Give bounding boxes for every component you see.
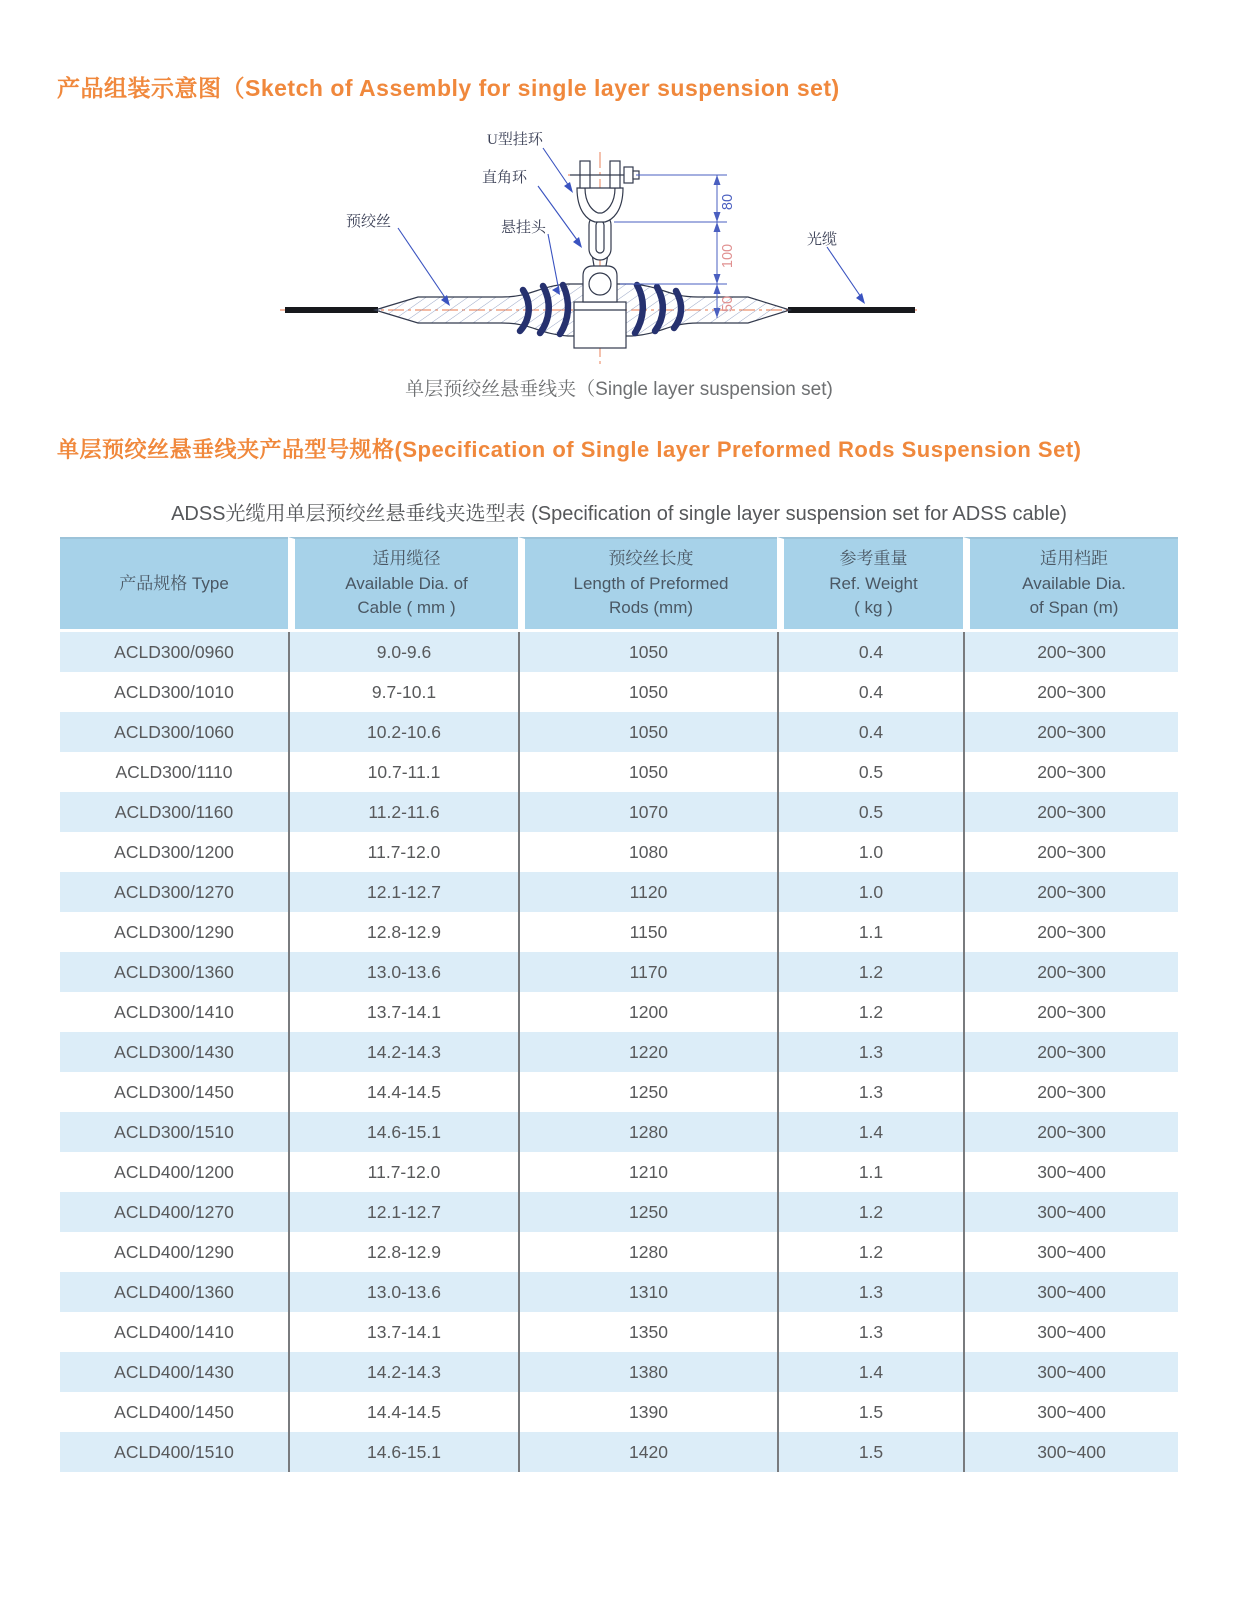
- table-cell: 14.2-14.3: [288, 1032, 518, 1072]
- table-cell: 300~400: [963, 1352, 1178, 1392]
- table-cell: ACLD400/1430: [60, 1352, 288, 1392]
- dim-arrowhead: [714, 222, 721, 232]
- table-cell: 1.5: [777, 1432, 963, 1472]
- table-cell: 1050: [518, 672, 777, 712]
- leader-suspension-head: [548, 234, 559, 291]
- table-cell: 1.0: [777, 832, 963, 872]
- assembly-diagram: [280, 116, 920, 371]
- table-row: [60, 792, 1178, 832]
- table-cell: 11.2-11.6: [288, 792, 518, 832]
- table-cell: ACLD400/1360: [60, 1272, 288, 1312]
- label-optical-cable: 光缆: [807, 232, 838, 248]
- table-row: [60, 992, 1178, 1032]
- shackle-bow: [577, 188, 623, 222]
- table-cell: ACLD300/1510: [60, 1112, 288, 1152]
- table-row: [60, 752, 1178, 792]
- table-cell: 0.4: [777, 712, 963, 752]
- table-cell: 300~400: [963, 1232, 1178, 1272]
- table-cell: 200~300: [963, 1112, 1178, 1152]
- table-cell: 200~300: [963, 832, 1178, 872]
- table-cell: 1.3: [777, 1272, 963, 1312]
- table-cell: 1280: [518, 1112, 777, 1152]
- table-cell: 200~300: [963, 672, 1178, 712]
- table-row: [60, 912, 1178, 952]
- table-row: [60, 1112, 1178, 1152]
- table-cell: 200~300: [963, 992, 1178, 1032]
- table-cell: 12.8-12.9: [288, 1232, 518, 1272]
- table-cell: 13.7-14.1: [288, 1312, 518, 1352]
- table-cell: 11.7-12.0: [288, 1152, 518, 1192]
- table-cell: 1250: [518, 1072, 777, 1112]
- bolt-head: [624, 167, 633, 183]
- table-cell: ACLD300/0960: [60, 632, 288, 672]
- table-cell: ACLD300/1060: [60, 712, 288, 752]
- table-cell: 1390: [518, 1392, 777, 1432]
- table-cell: 0.4: [777, 672, 963, 712]
- table-cell: 200~300: [963, 752, 1178, 792]
- table-cell: 1200: [518, 992, 777, 1032]
- dim-value-100: 100: [720, 243, 736, 269]
- table-cell: 14.6-15.1: [288, 1432, 518, 1472]
- table-cell: 300~400: [963, 1152, 1178, 1192]
- eye-hole: [589, 273, 611, 295]
- table-cell: 300~400: [963, 1392, 1178, 1432]
- table-cell: 1.1: [777, 1152, 963, 1192]
- table-cell: ACLD300/1360: [60, 952, 288, 992]
- table-cell: 13.0-13.6: [288, 1272, 518, 1312]
- table-cell: 12.8-12.9: [288, 912, 518, 952]
- table-cell: 1.4: [777, 1112, 963, 1152]
- table-subtitle: ADSS光缆用单层预绞丝悬垂线夹选型表 (Specification of single layer suspension set for ADSS cable): [171, 503, 1067, 525]
- table-cell: 9.7-10.1: [288, 672, 518, 712]
- table-row: [60, 1232, 1178, 1272]
- table-row: [60, 1032, 1178, 1072]
- table-cell: ACLD400/1270: [60, 1192, 288, 1232]
- table-cell: 200~300: [963, 1072, 1178, 1112]
- table-cell: ACLD400/1410: [60, 1312, 288, 1352]
- table-cell: 10.7-11.1: [288, 752, 518, 792]
- table-row: [60, 1272, 1178, 1312]
- table-cell: 0.5: [777, 752, 963, 792]
- section-title: 单层预绞丝悬垂线夹产品型号规格(Specification of Single layer Preformed Rods Suspension Set): [57, 437, 1082, 462]
- spec-table: [60, 537, 1178, 1472]
- table-row: [60, 1152, 1178, 1192]
- table-cell: ACLD300/1010: [60, 672, 288, 712]
- table-cell: 1070: [518, 792, 777, 832]
- column-header: 预绞丝长度 Length of Preformed Rods (mm): [518, 537, 777, 632]
- leader-preformed-rods: [398, 228, 448, 302]
- table-row: [60, 672, 1178, 712]
- table-cell: 1170: [518, 952, 777, 992]
- dim-arrowhead: [714, 284, 721, 294]
- table-row: [60, 632, 1178, 672]
- leader-u-shackle: [543, 148, 571, 189]
- dim-value-50: 50: [720, 295, 736, 313]
- table-cell: 200~300: [963, 912, 1178, 952]
- table-cell: 1050: [518, 712, 777, 752]
- table-cell: 14.4-14.5: [288, 1392, 518, 1432]
- table-cell: 1.4: [777, 1352, 963, 1392]
- table-cell: 1.2: [777, 952, 963, 992]
- table-cell: 300~400: [963, 1272, 1178, 1312]
- table-cell: 1.3: [777, 1312, 963, 1352]
- table-row: [60, 1432, 1178, 1472]
- table-cell: 300~400: [963, 1192, 1178, 1232]
- table-cell: 300~400: [963, 1432, 1178, 1472]
- table-cell: ACLD400/1510: [60, 1432, 288, 1472]
- table-cell: 1210: [518, 1152, 777, 1192]
- table-cell: 13.0-13.6: [288, 952, 518, 992]
- table-cell: 1.1: [777, 912, 963, 952]
- table-cell: ACLD400/1450: [60, 1392, 288, 1432]
- column-header: 产品规格 Type: [60, 537, 288, 632]
- table-cell: 1380: [518, 1352, 777, 1392]
- table-cell: ACLD300/1110: [60, 752, 288, 792]
- table-cell: 1050: [518, 752, 777, 792]
- table-cell: 200~300: [963, 872, 1178, 912]
- table-cell: 1420: [518, 1432, 777, 1472]
- table-row: [60, 1072, 1178, 1112]
- table-cell: 0.5: [777, 792, 963, 832]
- table-cell: ACLD300/1270: [60, 872, 288, 912]
- table-cell: ACLD300/1430: [60, 1032, 288, 1072]
- table-row: [60, 1352, 1178, 1392]
- label-preformed-rods: 预绞丝: [346, 214, 392, 230]
- leader-optical-cable: [827, 247, 863, 300]
- table-cell: 14.2-14.3: [288, 1352, 518, 1392]
- table-row: [60, 952, 1178, 992]
- label-suspension-head: 悬挂头: [501, 220, 547, 236]
- table-cell: 0.4: [777, 632, 963, 672]
- table-cell: 1.3: [777, 1072, 963, 1112]
- assembly-drawing: [280, 116, 920, 371]
- table-cell: ACLD300/1160: [60, 792, 288, 832]
- table-cell: 1310: [518, 1272, 777, 1312]
- table-row: [60, 832, 1178, 872]
- header-row: [60, 537, 1178, 632]
- table-row: [60, 1312, 1178, 1352]
- table-row: [60, 872, 1178, 912]
- table-cell: 1280: [518, 1232, 777, 1272]
- table-cell: 200~300: [963, 632, 1178, 672]
- spec-table-body: [60, 632, 1178, 1472]
- table-cell: 14.4-14.5: [288, 1072, 518, 1112]
- table-cell: 1.5: [777, 1392, 963, 1432]
- label-right-angle-ring: 直角环: [482, 170, 528, 186]
- table-cell: 12.1-12.7: [288, 872, 518, 912]
- leader-arrowhead: [856, 293, 865, 304]
- table-cell: 1250: [518, 1192, 777, 1232]
- table-cell: 1150: [518, 912, 777, 952]
- table-cell: 1.0: [777, 872, 963, 912]
- table-cell: 1.3: [777, 1032, 963, 1072]
- table-cell: 1.2: [777, 1232, 963, 1272]
- diagram-caption: 单层预绞丝悬垂线夹（Single layer suspension set): [405, 379, 833, 400]
- leader-arrowhead: [573, 237, 582, 248]
- column-header: 适用缆径 Available Dia. of Cable ( mm ): [288, 537, 518, 632]
- table-cell: 1120: [518, 872, 777, 912]
- table-cell: 9.0-9.6: [288, 632, 518, 672]
- dim-arrowhead: [714, 274, 721, 284]
- page-title: 产品组装示意图（Sketch of Assembly for single layer suspension set): [57, 75, 840, 101]
- table-cell: 13.7-14.1: [288, 992, 518, 1032]
- table-cell: 200~300: [963, 792, 1178, 832]
- leader-arrowhead: [564, 182, 573, 193]
- table-row: [60, 712, 1178, 752]
- table-cell: 200~300: [963, 952, 1178, 992]
- table-cell: ACLD300/1450: [60, 1072, 288, 1112]
- table-cell: 11.7-12.0: [288, 832, 518, 872]
- table-row: [60, 1192, 1178, 1232]
- table-cell: 200~300: [963, 712, 1178, 752]
- table-cell: 1220: [518, 1032, 777, 1072]
- table-cell: 1080: [518, 832, 777, 872]
- label-u-shackle: U型挂环: [487, 132, 543, 148]
- clamp-body: [574, 302, 626, 348]
- column-header: 参考重量 Ref. Weight ( kg ): [777, 537, 963, 632]
- table-cell: 1.2: [777, 1192, 963, 1232]
- table-cell: 300~400: [963, 1312, 1178, 1352]
- table-cell: ACLD400/1200: [60, 1152, 288, 1192]
- table-cell: 1050: [518, 632, 777, 672]
- table-cell: 1350: [518, 1312, 777, 1352]
- table-cell: ACLD300/1200: [60, 832, 288, 872]
- dim-arrowhead: [714, 212, 721, 222]
- table-cell: ACLD300/1290: [60, 912, 288, 952]
- table-cell: 200~300: [963, 1032, 1178, 1072]
- table-cell: 12.1-12.7: [288, 1192, 518, 1232]
- table-row: [60, 1392, 1178, 1432]
- table-cell: 10.2-10.6: [288, 712, 518, 752]
- column-header: 适用档距 Available Dia. of Span (m): [963, 537, 1178, 632]
- dim-arrowhead: [714, 175, 721, 185]
- table-cell: ACLD300/1410: [60, 992, 288, 1032]
- dim-value-80: 80: [720, 193, 736, 211]
- table-cell: 14.6-15.1: [288, 1112, 518, 1152]
- table-cell: ACLD400/1290: [60, 1232, 288, 1272]
- table-cell: 1.2: [777, 992, 963, 1032]
